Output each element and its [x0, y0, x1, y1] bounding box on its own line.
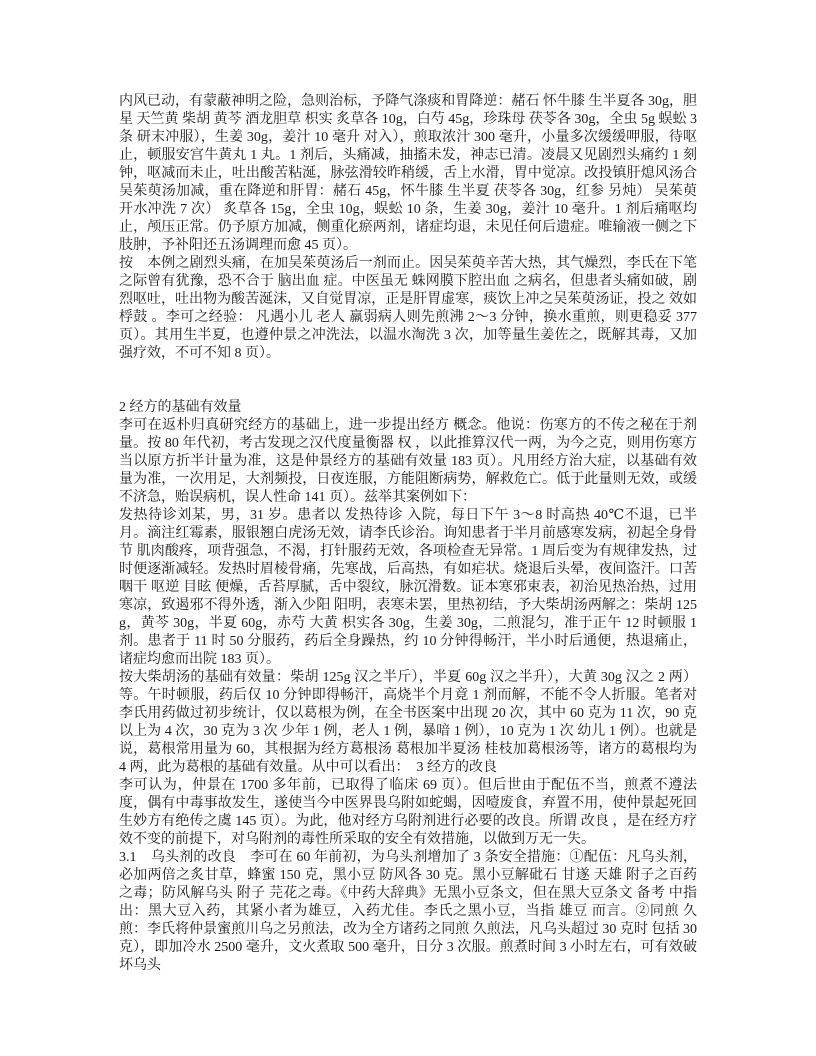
paragraph-dachaihu-commentary: 按大柴胡汤的基础有效量：柴胡 125g 汉之半斤），半夏 60g 汉之半升），大黄 30g 汉之 2 两）等。午时顿服，药后仅 10 分钟即得畅汗，高烧半个月竟 1 剂而解，不能不令人折服。笔者对李氏用药做过初步统计，仅以葛根为例，在全书医案中出现 20 次，其中 60 克为 11 次，90 克以上为 4 次，30 克为 3 次 少年 1 例，老人 1 例，暴喑 1 例），10 克为 1 次 幼儿 1 例）。也就是说，葛根常用量为 60，其根据为经方葛根汤 葛根加半夏汤 桂枝加葛根汤等，诸方的葛根均为 4 两，此为葛根的基础有效量。从中可以看出： 3 经方的改良	[119, 670, 697, 775]
paragraph-case-commentary: 按 本例之剧烈头痛，在加吴茱萸汤后一剂而止。因吴茱萸辛苦大热，其气燥烈，李氏在下笔之际曾有犹豫，恐不合于 脑出血 症。中医虽无 蛛网膜下腔出血 之病名，但患者头痛如破，剧烈呕吐，吐出物为酸苦涎沫，又自觉胃凉，正是肝胃虚寒，痰饮上冲之吴茱萸汤证，投之 效如桴鼓 。李可之经验： 凡遇小儿 老人 羸弱病人则先煎沸 2～3 分钟，换水重煎，则更稳妥 377 页）。其用生半夏，也遵仲景之冲洗法，以温水淘洗 3 次，加等量生姜佐之，既解其毒，又加强疗效，不可不知 8 页）。	[119, 256, 697, 361]
paragraph-case-continuation: 内风已动，有蒙蔽神明之险，急则治标，予降气涤痰和胃降逆：赭石 怀牛膝 生半夏各 30g，胆星 天竺黄 柴胡 黄芩 酒龙胆草 枳实 炙草各 10g，白芍 45g，珍珠母 茯苓各 30g，全虫 5g 蜈蚣 3 条 研末冲服），生姜 30g，姜汁 10 毫升 对入），煎取浓汁 300 毫升，小量多次缓缓呷服，待呕止，顿服安宫牛黄丸 1 丸。1 剂后，头痛减，抽搐未发，神志已清。凌晨又见剧烈头痛约 1 刻钟，呕减而未止，吐出酸苦粘涎，脉弦滑较昨稍缓，舌上水滑，胃中觉凉。改投镇肝熄风汤合吴茱萸汤加减，重在降逆和肝胃：赭石 45g，怀牛膝 生半夏 茯苓各 30g，红参 另炖） 吴茱萸 开水冲洗 7 次） 炙草各 15g，全虫 10g，蜈蚣 10 条，生姜 30g，姜汁 10 毫升。1 剂后痛呕均止，颅压正常。仍予原方加减，侧重化瘀两剂，诸症均退，未见任何后遗症。唯输液一侧之下肢肿，予补阳还五汤调理而愈 45 页）。	[119, 94, 697, 253]
paragraph-fever-case: 发热待诊刘某，男，31 岁。患者以 发热待诊 入院，每日下午 3～8 时高热 40℃不退，已半月。滴注红霉素，服银翘白虎汤无效，请李氏诊治。询知患者于半月前感寒发病，初起全身骨节 肌肉酸疼，项背强急，不渴，打针服药无效，各项检查无异常。1 周后变为有规律发热，过时便逐渐减轻。发热时眉棱骨痛，先寒战，后高热，有如疟状。烧退后头晕，夜间盗汗。口苦 咽干 呕逆 目眩 便燥，舌苔厚腻，舌中裂纹，脉沉滑数。证本寒邪束表，初治见热治热，过用寒凉，致遏邪不得外透，渐入少阳 阳明，表寒未罢，里热初结，予大柴胡汤两解之：柴胡 125g，黄芩 30g，半夏 60g，赤芍 大黄 枳实各 30g，生姜 30g，二煎混匀，准于正午 12 时顿服 1 剂。患者于 11 时 50 分服药，药后全身躁热，约 10 分钟得畅汗，半小时后通便，热退痛止，诸症均愈而出院 183 页）。	[119, 508, 697, 667]
paragraph-wutou-improvement: 3.1 乌头剂的改良 李可在 60 年前初，为乌头剂增加了 3 条安全措施：①配伍：凡乌头剂，必加两倍之炙甘草，蜂蜜 150 克，黑小豆 防风各 30 克。黑小豆解砒石 甘遂 天雄 附子之百药之毒；防风解乌头 附子 芫花之毒。《中药大辞典》无黑小豆条文，但在黑大豆条文 备考 中指出：黑大豆入药，其紧小者为雄豆，入药尤佳。李氏之黑小豆，当指 雄豆 而言。②同煎 久煎：李氏将仲景蜜煎川乌之另煎法，改为全方诸药之同煎 久煎法，凡乌头超过 30 克时 包括 30 克），即加冷水 2500 毫升，文火煮取 500 毫升，日分 3 次服。煎煮时间 3 小时左右，可有效破坏乌头	[119, 850, 697, 973]
document-page	[119, 93, 697, 975]
section-heading-2: 2 经方的基础有效量	[119, 400, 242, 415]
paragraph-improvement-intro: 李可认为，仲景在 1700 多年前，已取得了临床 69 页）。但后世由于配伍不当，煎煮不遵法度，偶有中毒事故发生，遂使当今中医界畏乌附如蛇蝎，因噎废食，弃置不用，使仲景起死回生妙方有绝传之虞 145 页）。为此，他对经方乌附剂进行必要的改良。所谓 改良 ，是在经方疗效不变的前提下，对乌附剂的毒性所采取的安全有效措施，以做到万无一失。	[119, 778, 697, 847]
paragraph-jingfang-dose-intro: 李可在返朴归真研究经方的基础上，进一步提出经方 概念。他说：伤寒方的不传之秘在于剂量。按 80 年代初，考古发现之汉代度量衡器 权 ，以此推算汉代一两，为今之克，则用伤寒方当以原方折半计量为准，这是仲景经方的基础有效量 183 页）。凡用经方治大症，以基础有效量为准，一次用足，大剂频投，日夜连服，方能阻断病势，解救危亡。低于此量则无效，或缓不济急，贻误病机，误人性命 141 页）。兹举其案例如下：	[119, 418, 697, 505]
